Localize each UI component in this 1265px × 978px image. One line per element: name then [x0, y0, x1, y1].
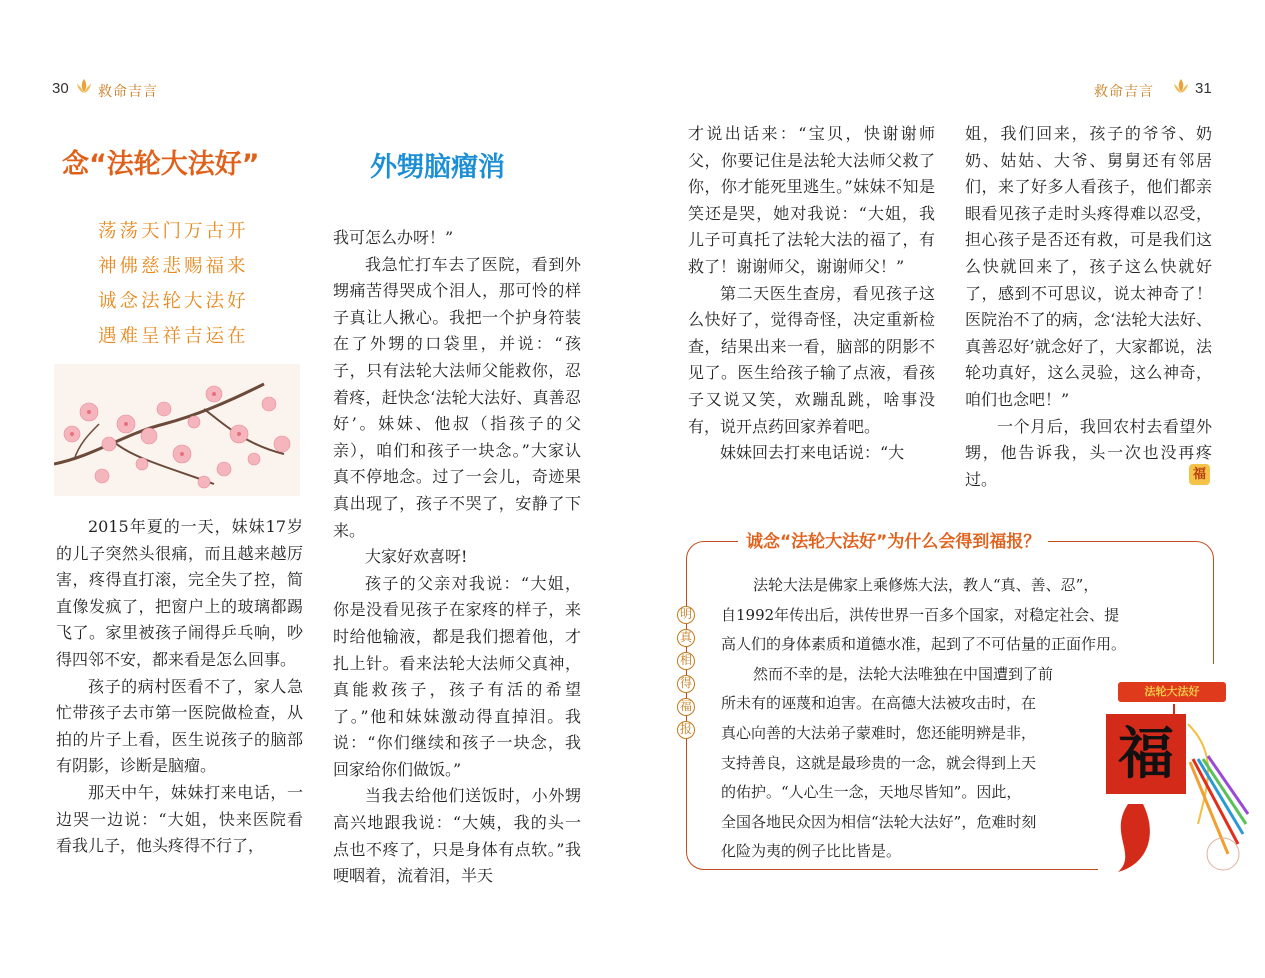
paragraph: 当我去给他们送饭时，小外甥高兴地跟我说：“大姨，我的头一点也不疼了，只是身体有点软。”我哽咽着，流着泪，半天: [333, 786, 581, 886]
box-line: 化险为夷的例子比比皆是。: [721, 842, 902, 861]
poem-line: 荡荡天门万古开: [98, 221, 249, 242]
page-number-right: 31: [1195, 80, 1212, 97]
lotus-icon: [73, 76, 95, 98]
paragraph: 一个月后，我回农村去看望外甥，他告诉我，头一次也没再疼过。: [965, 416, 1212, 489]
end-mark-icon: 福: [1189, 464, 1210, 485]
paragraph: 那天中午，妹妹打来电话，一边哭一边说：“大姐，快来医院看看我儿子，他头疼得不行了，: [56, 782, 303, 856]
paragraph: 姐，我们回来，孩子的爷爷、奶奶、姑姑、大爷、舅舅还有邻居们，来了好多人看孩子，他们都亲眼看见孩子走时头疼得难以忍受，担心孩子是否还有救，可是我们这么快就回来了，孩子这么快就好了，感到不可思议，说太神奇了！医院治不了的病，念‘法轮大法好、真善忍好’就念好了，大家都说，法轮功真好，这么灵验，这么神奇，咱们也念吧！”: [965, 124, 1212, 409]
info-box-title: 诚念“法轮大法好”为什么会得到福报？: [738, 527, 1048, 552]
box-line: 高人们的身体素质和道德水准，起到了不可估量的正面作用。: [721, 635, 1127, 654]
vertical-char: 明: [677, 606, 695, 624]
fu-character: 福: [1118, 721, 1174, 787]
poem: [98, 214, 318, 354]
section-label-right: 救命吉言: [1094, 84, 1154, 100]
paragraph: 才说出话来：“宝贝，快谢谢师父，你要记住是法轮大法师父救了你，你才能死里逃生。”妹妹不知是笑还是哭，她对我说：“大姐，我儿子可真托了法轮大法的福了，有救了！谢谢师父，谢谢师父！”: [688, 124, 935, 276]
poem-line: 遇难呈祥吉运在: [98, 326, 249, 347]
box-line: 真心向善的大法弟子蒙难时，您还能明辨是非，: [721, 723, 1037, 742]
section-label-left: 救命吉言: [98, 84, 158, 100]
column-4: [965, 121, 1212, 493]
lotus-icon: [1170, 76, 1192, 98]
vertical-char: 相: [677, 652, 695, 670]
vertical-char: 真: [677, 629, 695, 647]
box-line: 自1992年传出后，洪传世界一百多个国家，对稳定社会、提: [721, 605, 1120, 624]
box-line: 的佑护。“人心生一念，天地尽皆知”。因此，: [721, 783, 1022, 802]
paragraph: 孩子的父亲对我说：“大姐，你是没看见孩子在家疼的样子，来时给他输液，都是我们摁着他，才扎上针。看来法轮大法师父真神，真能救孩子，孩子有活的希望了。”他和妹妹激动得直掉泪。我说：“你们继续和孩子一块念，我回家给你们做饭。”: [333, 573, 581, 779]
vertical-char: 福: [677, 698, 695, 716]
column-2: [333, 225, 581, 890]
plum-blossom-illustration: [54, 364, 300, 496]
vertical-label: [677, 606, 695, 744]
paragraph: 妹妹回去打来电话说：“大: [720, 443, 905, 463]
article-title-sub: 外甥脑瘤消: [370, 152, 505, 183]
paragraph: 我可怎么办呀！”: [333, 228, 454, 247]
column-3: [688, 121, 935, 467]
column-1: [56, 514, 303, 860]
paragraph: 我急忙打车去了医院，看到外甥痛苦得哭成个泪人，那可怜的样子真让人揪心。我把一个护身符装在了外甥的口袋里，并说：“孩子，只有法轮大法师父能救你，忍着疼，赶快念‘法轮大法好、真善忍好’。妹妹、他叔（指孩子的父亲），咱们和孩子一块念。”大家认真不停地念。过了一会儿，奇迹果真出现了，孩子不哭了，安静了下来。: [333, 254, 581, 540]
paragraph: 孩子的病村医看不了，家人急忙带孩子去市第一医院做检查，从拍的片子上看，医生说孩子的脑部有阴影，诊断是脑瘤。: [56, 676, 303, 776]
box-line: 然而不幸的是，法轮大法唯独在中国遭到了前: [753, 664, 1054, 683]
fu-decoration: [1098, 664, 1250, 878]
box-line: 支持善良，这就是最珍贵的一念，就会得到上天: [721, 753, 1037, 772]
box-line: 全国各地民众因为相信“法轮大法好”，危难时刻: [721, 812, 1037, 831]
paragraph: 2015年夏的一天，妹妹17岁的儿子突然头很痛，而且越来越厉害，疼得直打滚，完全失了控，简直像发疯了，把窗户上的玻璃都踢飞了。家里被孩子闹得乒乓响，吵得四邻不安，都来看是怎么回事。: [56, 517, 303, 669]
paragraph: 大家好欢喜呀!: [365, 547, 468, 567]
decoration-banner: 法轮大法好: [1118, 682, 1226, 702]
vertical-char: 得: [677, 675, 695, 693]
poem-line: 诚念法轮大法好: [98, 291, 249, 312]
page-number-left: 30: [52, 80, 69, 97]
paragraph: 第二天医生查房，看见孩子这么快好了，觉得奇怪，决定重新检查，结果出来一看，脑部的阴影不见了。医生给孩子输了点液，看孩子又说又笑，欢蹦乱跳，啥事没有，说开点药回家养着吧。: [688, 283, 935, 436]
vertical-char: 报: [677, 721, 695, 739]
article-title-main: 念“法轮大法好”: [62, 149, 260, 180]
box-line: 所未有的诬蔑和迫害。在高德大法被攻击时，在: [721, 694, 1037, 713]
poem-line: 神佛慈悲赐福来: [98, 256, 249, 277]
box-line: 法轮大法是佛家上乘修炼大法，教人“真、善、忍”，: [753, 576, 1099, 594]
